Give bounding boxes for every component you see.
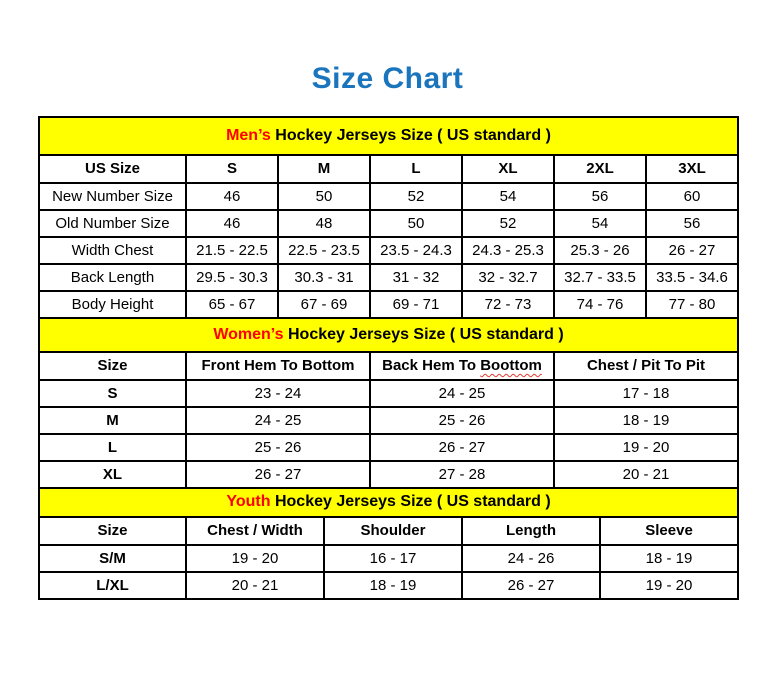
value-cell: 19 - 20 bbox=[554, 434, 738, 461]
mens-section-heading bbox=[39, 117, 738, 155]
row-label-cell: Body Height bbox=[39, 291, 186, 318]
mens-column-header-row bbox=[39, 155, 738, 183]
mens-row-new-number-size bbox=[39, 183, 738, 210]
value-cell: 16 - 17 bbox=[324, 545, 462, 572]
value-cell: 26 - 27 bbox=[462, 572, 600, 599]
column-header-cell: Chest / Pit To Pit bbox=[554, 352, 738, 380]
value-cell: 24.3 - 25.3 bbox=[462, 237, 554, 264]
value-cell: 46 bbox=[186, 210, 278, 237]
value-cell: 77 - 80 bbox=[646, 291, 738, 318]
column-header-cell: Chest / Width bbox=[186, 517, 324, 545]
value-cell: 24 - 25 bbox=[370, 380, 554, 407]
size-chart-page bbox=[38, 60, 737, 600]
youth-row-sm bbox=[39, 545, 738, 572]
value-cell: 52 bbox=[370, 183, 462, 210]
value-cell: 25.3 - 26 bbox=[554, 237, 646, 264]
row-label-cell: M bbox=[39, 407, 186, 434]
womens-heading-rest: Hockey Jerseys Size ( US standard ) bbox=[288, 325, 564, 343]
value-cell: 54 bbox=[554, 210, 646, 237]
value-cell: 24 - 26 bbox=[462, 545, 600, 572]
value-cell: 19 - 20 bbox=[186, 545, 324, 572]
value-cell: 19 - 20 bbox=[600, 572, 738, 599]
value-cell: 65 - 67 bbox=[186, 291, 278, 318]
youth-heading-rest: Hockey Jerseys Size ( US standard ) bbox=[274, 493, 551, 510]
mens-row-old-number-size bbox=[39, 210, 738, 237]
womens-section-heading bbox=[39, 318, 738, 352]
mens-row-back-length bbox=[39, 264, 738, 291]
row-label-cell: L/XL bbox=[39, 572, 186, 599]
youth-heading-accent: Youth bbox=[226, 493, 271, 510]
row-label-cell: Back Length bbox=[39, 264, 186, 291]
value-cell: 60 bbox=[646, 183, 738, 210]
value-cell: 32 - 32.7 bbox=[462, 264, 554, 291]
womens-size-table bbox=[38, 317, 739, 489]
youth-section-heading bbox=[39, 488, 738, 517]
value-cell: 67 - 69 bbox=[278, 291, 370, 318]
column-header-cell: Size bbox=[39, 517, 186, 545]
value-cell: 31 - 32 bbox=[370, 264, 462, 291]
column-header-cell: Front Hem To Bottom bbox=[186, 352, 370, 380]
row-label-cell: New Number Size bbox=[39, 183, 186, 210]
mens-row-body-height bbox=[39, 291, 738, 318]
misspell-prefix: Back Hem To bbox=[382, 357, 477, 374]
row-label-cell: XL bbox=[39, 461, 186, 488]
womens-row-xl bbox=[39, 461, 738, 488]
column-header-cell: M bbox=[278, 155, 370, 183]
value-cell: 69 - 71 bbox=[370, 291, 462, 318]
value-cell: 23.5 - 24.3 bbox=[370, 237, 462, 264]
womens-section-heading-row bbox=[39, 318, 738, 352]
value-cell: 25 - 26 bbox=[370, 407, 554, 434]
row-label-cell: L bbox=[39, 434, 186, 461]
womens-heading-accent: Women’s bbox=[213, 325, 284, 343]
value-cell: 27 - 28 bbox=[370, 461, 554, 488]
value-cell: 56 bbox=[646, 210, 738, 237]
value-cell: 22.5 - 23.5 bbox=[278, 237, 370, 264]
value-cell: 48 bbox=[278, 210, 370, 237]
page-title: Size Chart bbox=[311, 62, 464, 95]
value-cell: 56 bbox=[554, 183, 646, 210]
row-label-cell: Width Chest bbox=[39, 237, 186, 264]
value-cell: 52 bbox=[462, 210, 554, 237]
mens-heading-rest: Hockey Jerseys Size ( US standard ) bbox=[275, 126, 551, 144]
value-cell: 25 - 26 bbox=[186, 434, 370, 461]
column-header-cell: Sleeve bbox=[600, 517, 738, 545]
value-cell: 18 - 19 bbox=[554, 407, 738, 434]
value-cell: 50 bbox=[370, 210, 462, 237]
value-cell: 46 bbox=[186, 183, 278, 210]
value-cell: 20 - 21 bbox=[186, 572, 324, 599]
mens-row-width-chest bbox=[39, 237, 738, 264]
womens-column-header-row bbox=[39, 352, 738, 380]
column-header-cell: Size bbox=[39, 352, 186, 380]
value-cell: 18 - 19 bbox=[600, 545, 738, 572]
value-cell: 20 - 21 bbox=[554, 461, 738, 488]
value-cell: 32.7 - 33.5 bbox=[554, 264, 646, 291]
column-header-cell: XL bbox=[462, 155, 554, 183]
mens-section-heading-row bbox=[39, 117, 738, 155]
row-label-cell: Old Number Size bbox=[39, 210, 186, 237]
value-cell: 54 bbox=[462, 183, 554, 210]
value-cell: 50 bbox=[278, 183, 370, 210]
column-header-cell: US Size bbox=[39, 155, 186, 183]
value-cell: 21.5 - 22.5 bbox=[186, 237, 278, 264]
value-cell: 72 - 73 bbox=[462, 291, 554, 318]
value-cell: 29.5 - 30.3 bbox=[186, 264, 278, 291]
column-header-cell: 3XL bbox=[646, 155, 738, 183]
womens-row-l bbox=[39, 434, 738, 461]
youth-size-table bbox=[38, 487, 739, 600]
value-cell: 26 - 27 bbox=[646, 237, 738, 264]
column-header-cell: Length bbox=[462, 517, 600, 545]
value-cell: 30.3 - 31 bbox=[278, 264, 370, 291]
misspelled-word: Boottom bbox=[480, 357, 542, 374]
value-cell: 26 - 27 bbox=[370, 434, 554, 461]
value-cell: 33.5 - 34.6 bbox=[646, 264, 738, 291]
value-cell: 24 - 25 bbox=[186, 407, 370, 434]
row-label-cell: S/M bbox=[39, 545, 186, 572]
value-cell: 18 - 19 bbox=[324, 572, 462, 599]
column-header-cell: 2XL bbox=[554, 155, 646, 183]
womens-row-s bbox=[39, 380, 738, 407]
value-cell: 74 - 76 bbox=[554, 291, 646, 318]
column-header-cell: L bbox=[370, 155, 462, 183]
mens-size-table bbox=[38, 116, 739, 319]
value-cell: 23 - 24 bbox=[186, 380, 370, 407]
value-cell: 26 - 27 bbox=[186, 461, 370, 488]
mens-heading-accent: Men’s bbox=[226, 126, 271, 144]
row-label-cell: S bbox=[39, 380, 186, 407]
column-header-cell: S bbox=[186, 155, 278, 183]
value-cell: 17 - 18 bbox=[554, 380, 738, 407]
womens-row-m bbox=[39, 407, 738, 434]
column-header-cell: Shoulder bbox=[324, 517, 462, 545]
youth-row-lxl bbox=[39, 572, 738, 599]
column-header-cell-misspelled bbox=[370, 352, 554, 380]
youth-column-header-row bbox=[39, 517, 738, 545]
youth-section-heading-row bbox=[39, 488, 738, 517]
